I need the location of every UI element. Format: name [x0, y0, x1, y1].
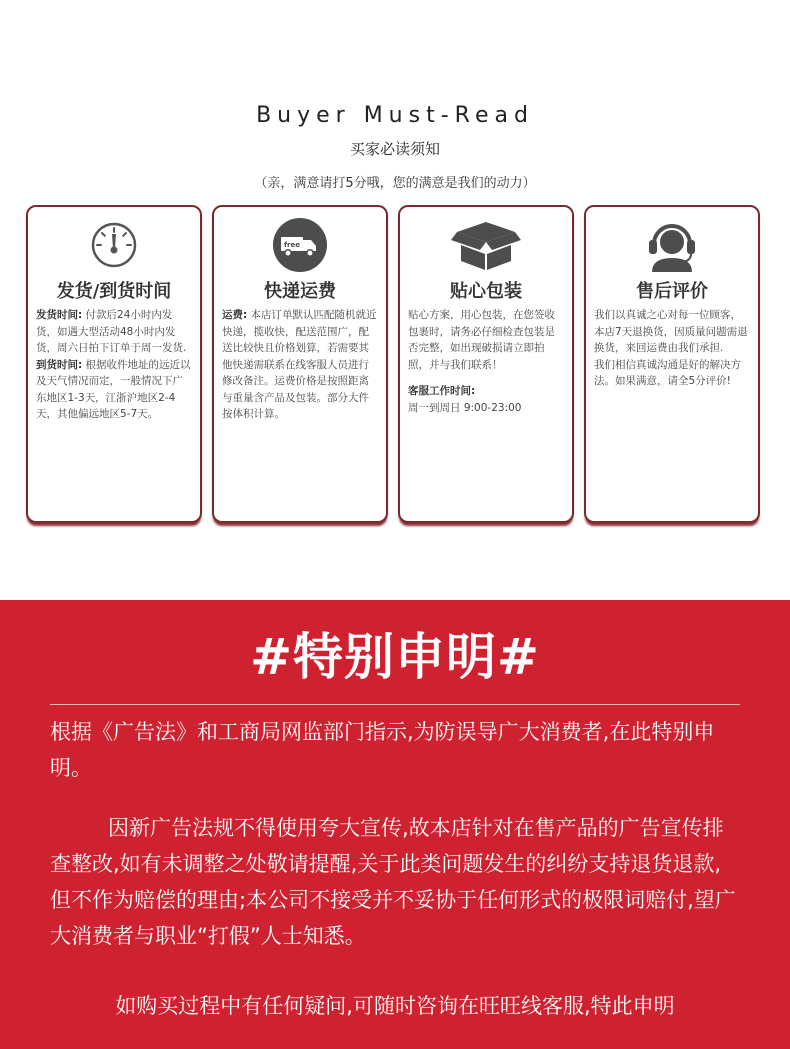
notice-paragraph-1: 根据《广告法》和工商局网监部门指示,为防误导广大消费者,在此特别申明。: [50, 720, 715, 780]
card-label: 运费:: [222, 309, 248, 321]
notice-paragraph-3: 如购买过程中有任何疑问,可随时咨询在旺旺线客服,特此申明: [115, 994, 675, 1018]
card-label: 客服工作时间:: [408, 385, 476, 397]
card-text: 贴心方案，用心包装，在您签收包裹时，请务必仔细检查包装是否完整，如出现破损请立即拍照，并与我们联系！: [408, 309, 555, 371]
card-title: 快递运费: [264, 281, 336, 302]
card-text-block: [36, 307, 192, 357]
card-text-block: [222, 307, 378, 423]
card-text: 我们相信真诚沟通是好的解决方法。如果满意，请全5分评价!: [594, 358, 741, 387]
free-shipping-truck-icon: [214, 215, 386, 275]
card-text: 付款后24小时内发货，如遇大型活动48小时内发货，周六日拍下订单于周一发货.: [36, 309, 187, 354]
notice-paragraph-2: 因新广告法规不得使用夸大宣传,故本店针对在售产品的广告宣传排查整改,如有未调整之处敬请提醒,关于此类问题发生的纠纷支持退货退款,但不作为赔偿的理由;本公司不接受并不妥协于任何形式的极限词赔付,望广大消费者与职业“打假”人士知悉。: [50, 816, 736, 948]
card-body: [594, 307, 750, 390]
card-title: 发货/到货时间: [56, 281, 172, 302]
special-notice-section: [0, 600, 790, 1049]
card-body: [408, 307, 564, 416]
card-label: 到货时间:: [36, 358, 83, 371]
card-text: 周一到周日 9:00-23:00: [408, 401, 522, 414]
free-label: free: [284, 241, 300, 249]
card-after-sales: [584, 205, 760, 523]
card-shipping-time: [26, 205, 202, 523]
gauge-icon: [28, 215, 200, 275]
card-text: 根据收件地址的远近以及天气情况而定，一般情况下广东地区1-3天，江浙沪地区2-4天，其他偏远地区5-7天。: [36, 358, 191, 420]
card-text: 本店订单默认匹配随机就近快递，揽收快，配送范围广，配送比较快且价格划算，若需要其他快递需联系在线客服人员进行修改备注。运费价格是按照距离与重量含产品及包装。部分大件按体积计算。: [222, 309, 377, 420]
card-shipping-fee: [212, 205, 388, 523]
subtitle: （亲，满意请打5分哦，您的满意是我们的动力）: [254, 176, 536, 191]
customer-service-headset-icon: [586, 215, 758, 275]
notice-title: #特别申明#: [250, 628, 540, 686]
card-label: 发货时间:: [36, 309, 83, 321]
package-box-icon: [400, 215, 572, 275]
card-title: 售后评价: [636, 281, 708, 302]
card-packaging: [398, 205, 574, 523]
card-body: [222, 307, 378, 423]
english-title: Buyer Must-Read: [256, 103, 534, 128]
divider: [50, 704, 740, 705]
chinese-title: 买家必读须知: [349, 140, 440, 158]
card-text-block: [408, 383, 564, 400]
card-title: 贴心包装: [450, 281, 522, 302]
card-text: 我们以真诚之心对每一位顾客，本店7天退换货，因质量问题需退换货，来回运费由我们承担.: [594, 309, 748, 354]
card-text-block: [36, 357, 192, 423]
card-body: [36, 307, 192, 423]
